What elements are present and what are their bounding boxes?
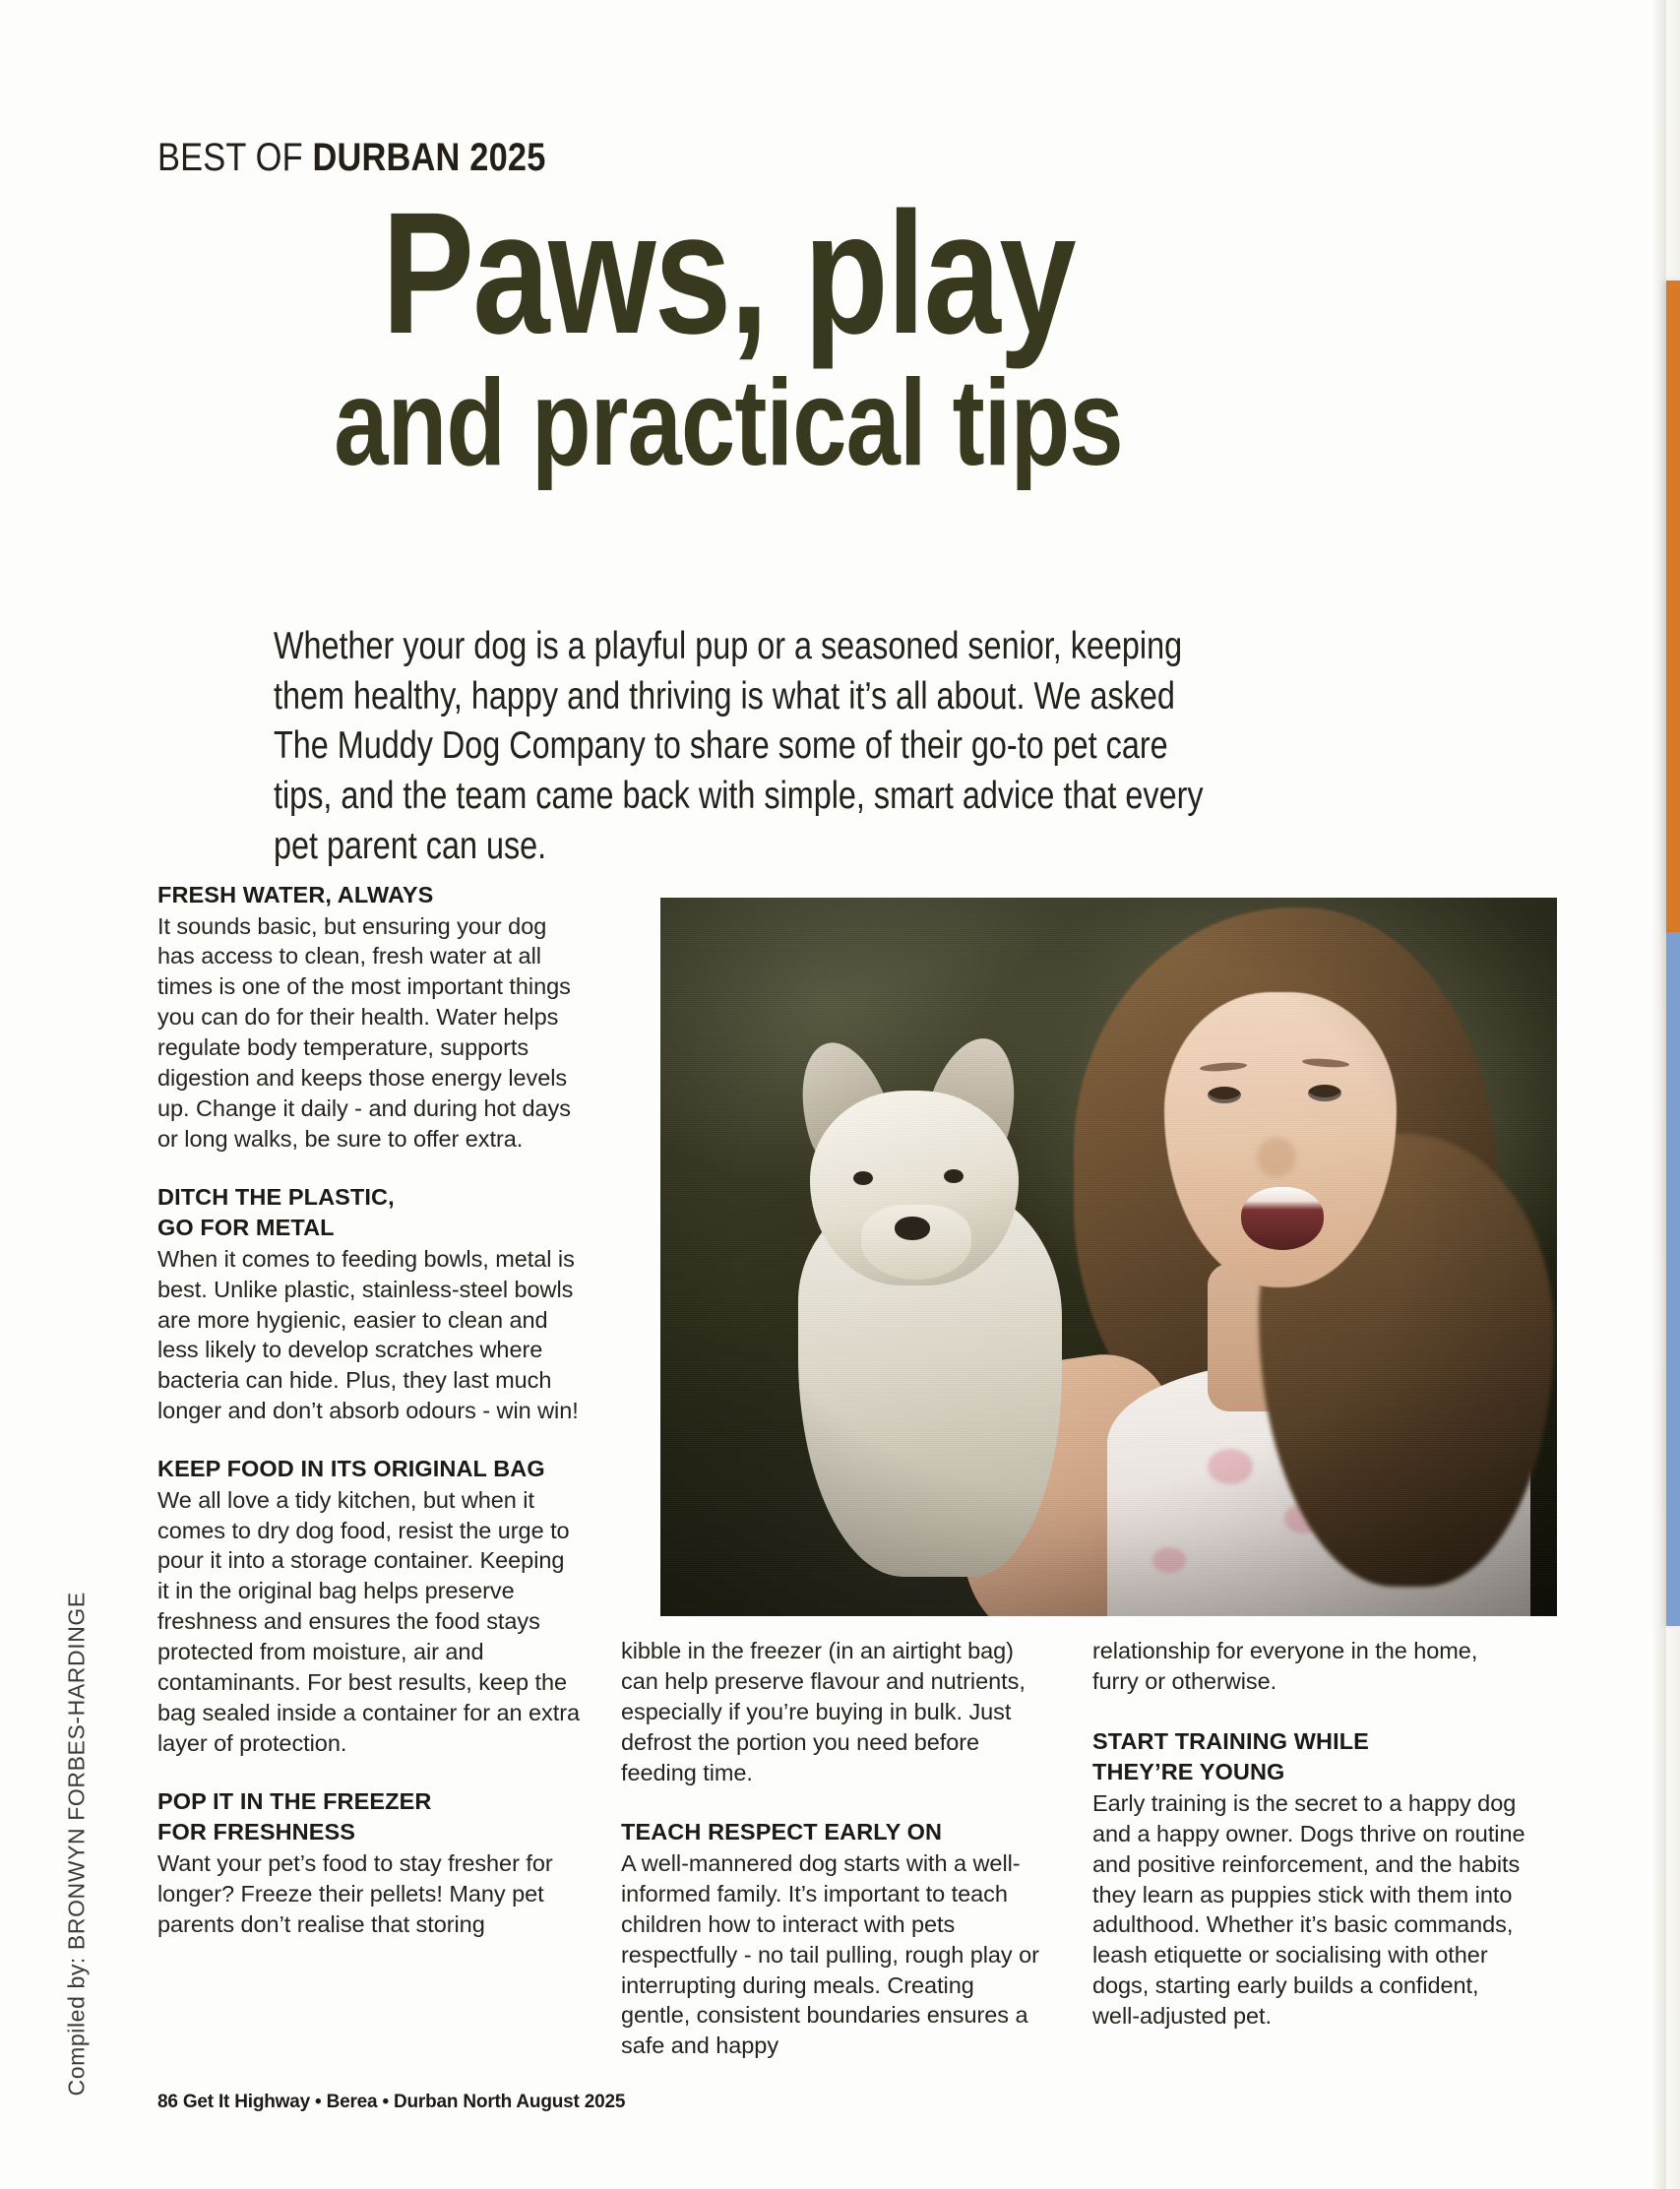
section-heading-line-2: GO FOR METAL bbox=[157, 1215, 335, 1241]
section-heading-line-1: POP IT IN THE FREEZER bbox=[157, 1787, 432, 1814]
photo-credit: Compiled by: BRONWYN FORBES-HARDINGE bbox=[63, 1592, 90, 2096]
continued-paragraph: kibble in the freezer (in an airtight bag) can help preserve flavour and nutrients, especially if you’re buying in bulk. Just defrost the portion you need before feeding time. bbox=[621, 1638, 1026, 1785]
section-body: A well-mannered dog starts with a well-informed family. It’s important to teach children how to interact with pets respectfully - no tail pulling, rough play or interrupting during meals. Creating gentle, consistent boundaries ensures a safe and happy bbox=[621, 1850, 1039, 2059]
kicker bbox=[157, 136, 546, 180]
article-section bbox=[157, 1786, 581, 1940]
section-body: We all love a tidy kitchen, but when it comes to dry dog food, resist the urge to pour it into a storage container. Keeping it in the original bag helps preserve freshness and ensures the food stays protected from moisture, air and contaminants. For best results, keep the bag sealed inside a container for an extra layer of protection. bbox=[157, 1486, 581, 1756]
headline-line-2: and practical tips bbox=[334, 354, 1123, 491]
article-section bbox=[157, 880, 581, 1155]
page-title bbox=[148, 177, 1309, 491]
section-body: Want your pet’s food to stay fresher for longer? Freeze their pellets! Many pet parents don’t realise that storing bbox=[157, 1849, 553, 1937]
body-column-3 bbox=[1092, 1636, 1525, 2032]
article-section bbox=[1092, 1726, 1525, 2032]
section-heading-line-2: FOR FRESHNESS bbox=[157, 1819, 356, 1845]
section-body: When it comes to feeding bowls, metal is best. Unlike plastic, stainless-steel bowls are more hygienic, easier to clean and less likely to develop scratches where bacteria can hide. Plus, they last much longer and don’t absorb odours - win win! bbox=[157, 1245, 579, 1424]
section-body: It sounds basic, but ensuring your dog has access to clean, fresh water at all times is one of the most important things you can do for their health. Water helps regulate body temperature, supports digestion and keeps those energy levels up. Change it daily - and during hot days or long walks, be sure to offer extra. bbox=[157, 912, 571, 1152]
article-section bbox=[621, 1817, 1044, 2061]
kicker-light-text: BEST OF bbox=[157, 136, 313, 179]
page-edge-shadow bbox=[1650, 0, 1666, 2189]
adjacent-page-orange-edge bbox=[1666, 281, 1680, 932]
adjacent-page-blue-edge bbox=[1666, 932, 1680, 1626]
article-section bbox=[157, 1454, 581, 1759]
section-heading: TEACH RESPECT EARLY ON bbox=[621, 1819, 943, 1845]
article-section bbox=[157, 1182, 581, 1426]
section-heading: FRESH WATER, ALWAYS bbox=[157, 882, 434, 907]
standfirst: Whether your dog is a playful pup or a seasoned senior, keeping them healthy, happy and thriving is what it’s all about. We asked The Muddy Dog Company to share some of their go-to pet care tips, and the team came back with simple, smart advice that every pet parent can use. bbox=[274, 625, 1204, 867]
photo-grain bbox=[660, 898, 1557, 1616]
page-footer: 86 Get It Highway • Berea • Durban North August 2025 bbox=[157, 2092, 626, 2112]
section-heading-line-1: DITCH THE PLASTIC, bbox=[157, 1183, 395, 1210]
section-heading-line-2: THEY’RE YOUNG bbox=[1092, 1759, 1285, 1785]
hero-photo bbox=[660, 898, 1557, 1616]
section-heading: KEEP FOOD IN ITS ORIGINAL BAG bbox=[157, 1456, 545, 1482]
headline-line-1: Paws, play bbox=[381, 177, 1076, 371]
body-column-2 bbox=[621, 1636, 1044, 2061]
section-heading-line-1: START TRAINING WHILE bbox=[1092, 1727, 1369, 1754]
section-body: Early training is the secret to a happy dog and a happy owner. Dogs thrive on routine and positive reinforcement, and the habits they learn as puppies stick with them into adulthood. Whether it’s basic commands, leash etiquette or socialising with other dogs, starting early builds a confident, well-adjusted pet. bbox=[1092, 1789, 1525, 2030]
kicker-bold-text: DURBAN 2025 bbox=[312, 136, 546, 179]
body-column-1 bbox=[157, 880, 581, 1939]
continued-paragraph: relationship for everyone in the home, furry or otherwise. bbox=[1092, 1638, 1478, 1694]
